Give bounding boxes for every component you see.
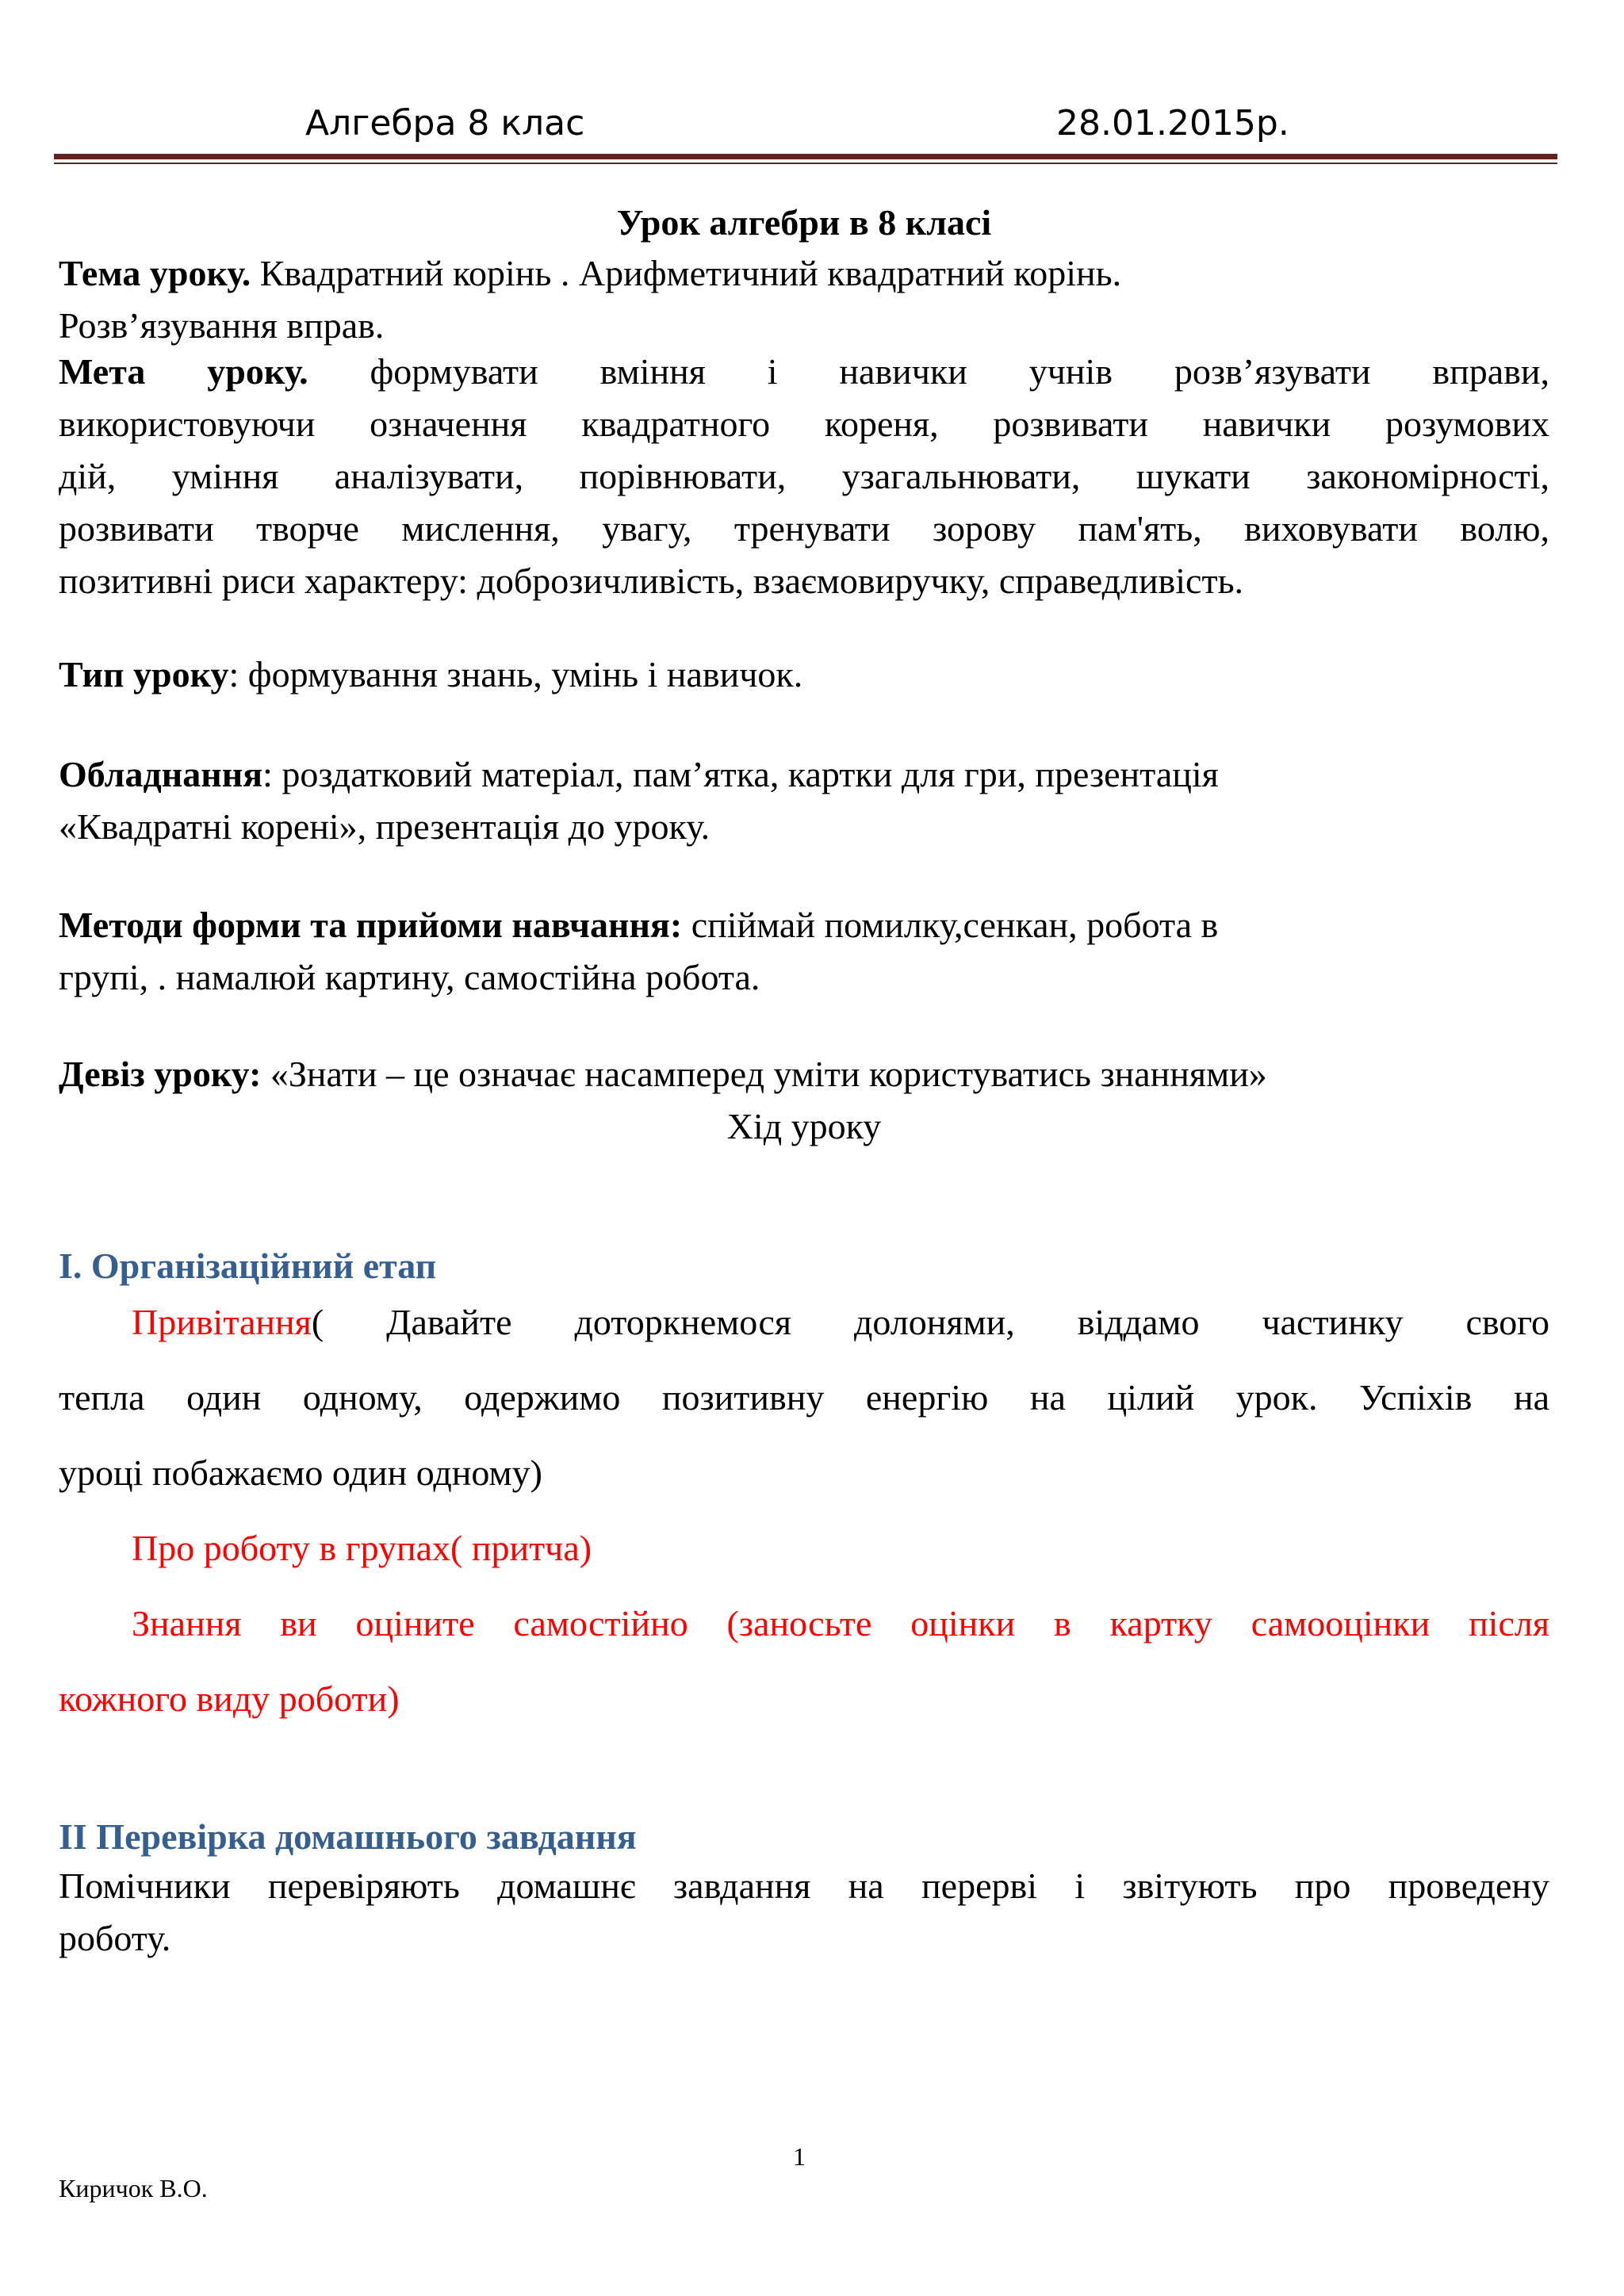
- greeting-line-1: [59, 1284, 1549, 1360]
- equipment-label: Обладнання: [59, 754, 263, 794]
- homework-line-1: Помічники перевіряють домашнє завдання на перерві і звітують про проведену: [59, 1866, 1549, 1906]
- selfassess-line-2: кожного виду роботи): [59, 1678, 400, 1719]
- goal-line-2: використовуючи означення квадратного кореня, розвивати навички розумових: [59, 404, 1549, 444]
- topic-line-2: Розв’язування вправ.: [59, 305, 385, 346]
- topic-label: Тема уроку.: [59, 253, 251, 293]
- page-number: 1: [793, 2142, 806, 2171]
- methods-text: спіймай помилку,сенкан, робота в: [682, 905, 1219, 945]
- methods-line-2: групі, . намалюй картину, самостійна робота.: [59, 957, 760, 997]
- course-heading: Хід уроку: [726, 1106, 882, 1146]
- motto-paragraph: [59, 1048, 1549, 1100]
- type-text: : формування знань, умінь і навичок.: [228, 654, 803, 695]
- selfassess-line-1: Знання ви оціните самостійно (заносьте оцінки в картку самооцінки після: [132, 1603, 1549, 1644]
- motto-text: «Знати – це означає насамперед уміти користуватись знаннями»: [261, 1054, 1267, 1094]
- equipment-paragraph: [59, 748, 1549, 853]
- type-line: [59, 649, 1549, 701]
- greeting-line-2: тепла один одному, одержимо позитивну енергію на цілий урок. Успіхів на: [59, 1377, 1549, 1418]
- footer-author: Киричок В.О.: [59, 2174, 208, 2202]
- goal-line-1: [59, 346, 1549, 398]
- section-1-body: [59, 1284, 1549, 1736]
- motto-line: [59, 1048, 1549, 1100]
- greeting-text-1: ( Давайте доторкнемося долонями, віддамо частинку свого: [311, 1302, 1549, 1342]
- type-label: Тип уроку: [59, 654, 229, 695]
- methods-label: Методи форми та прийоми навчання:: [59, 905, 683, 945]
- goal-label: Мета уроку.: [59, 351, 308, 392]
- groups-line: Про роботу в групах( притча): [132, 1528, 592, 1568]
- homework-line-2: роботу.: [59, 1918, 171, 1958]
- equipment-text: : роздатковий матеріал, пам’ятка, картки для гри, презентація: [262, 754, 1219, 794]
- section-2-body: [59, 1860, 1549, 1965]
- topic-paragraph: [59, 247, 1549, 352]
- goal-line-5: позитивні риси характеру: доброзичливість, взаємовиручку, справедливість.: [59, 561, 1244, 601]
- section-2-title: ІІ Перевірка домашнього завдання: [59, 1816, 637, 1857]
- lesson-title: Урок алгебри в 8 класі: [616, 202, 992, 243]
- topic-line-1: [59, 247, 1549, 300]
- header-date: 28.01.2015р.: [1056, 103, 1289, 144]
- goal-line-3: дій, уміння аналізувати, порівнювати, узагальнювати, шукати закономірності,: [59, 456, 1549, 496]
- greeting-label: Привітання: [132, 1302, 312, 1342]
- methods-paragraph: [59, 899, 1549, 1004]
- equipment-line-2: «Квадратні корені», презентація до уроку.: [59, 806, 710, 847]
- section-1-title: І. Організаційний етап: [59, 1246, 437, 1286]
- goal-text-1: формувати вміння і навички учнів розв’язувати вправи,: [370, 351, 1550, 392]
- greeting-line-3: уроці побажаємо один одному): [59, 1452, 542, 1493]
- methods-line-1: [59, 899, 1549, 951]
- goal-paragraph: [59, 346, 1549, 607]
- equipment-line-1: [59, 748, 1549, 801]
- motto-label: Девіз уроку:: [59, 1054, 262, 1094]
- goal-line-4: розвивати творче мислення, увагу, тренувати зорову пам'ять, виховувати волю,: [59, 508, 1549, 549]
- header-rule-thick: [54, 154, 1557, 159]
- header-rule-thin: [54, 163, 1557, 164]
- topic-text: Квадратний корінь . Арифметичний квадратний корінь.: [259, 253, 1122, 293]
- header-subject: Алгебра 8 клас: [305, 103, 585, 144]
- type-paragraph: [59, 649, 1549, 701]
